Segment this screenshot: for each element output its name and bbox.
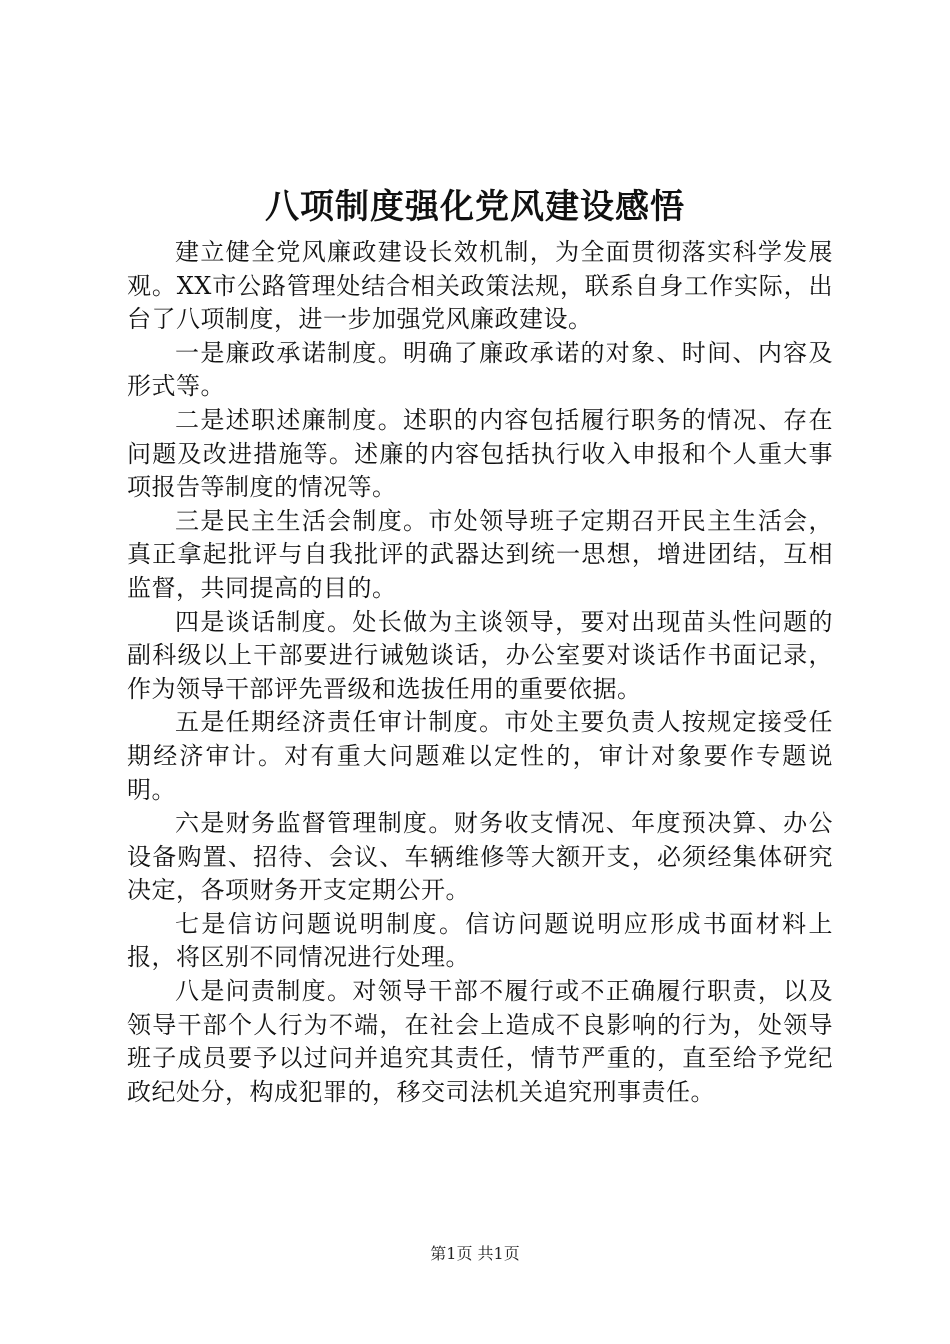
paragraph-item-4: 四是谈话制度。处长做为主谈领导，要对出现苗头性问题的副科级以上干部要进行诫勉谈话，办公室要对谈话作书面记录，作为领导干部评先晋级和选拔任用的重要依据。	[127, 607, 833, 703]
paragraph-item-8: 八是问责制度。对领导干部不履行或不正确履行职责，以及领导干部个人行为不端，在社会上造成不良影响的行为，处领导班子成员要予以过问并追究其责任，情节严重的，直至给予党纪政纪处分，构成犯罪的，移交司法机关追究刑事责任。	[127, 977, 833, 1106]
paragraph-item-5: 五是任期经济责任审计制度。市处主要负责人按规定接受任期经济审计。对有重大问题难以定性的，审计对象要作专题说明。	[127, 708, 833, 804]
page-number-footer: 第1页 共1页	[430, 1244, 520, 1263]
document-title: 八项制度强化党风建设感悟	[265, 187, 685, 227]
paragraph-item-1: 一是廉政承诺制度。明确了廉政承诺的对象、时间、内容及形式等。	[127, 338, 833, 401]
paragraph-item-7: 七是信访问题说明制度。信访问题说明应形成书面材料上报，将区别不同情况进行处理。	[127, 909, 833, 972]
paragraph-item-2: 二是述职述廉制度。述职的内容包括履行职务的情况、存在问题及改进措施等。述廉的内容包括执行收入申报和个人重大事项报告等制度的情况等。	[127, 405, 833, 502]
paragraph-intro: 建立健全党风廉政建设长效机制，为全面贯彻落实科学发展观。XX市公路管理处结合相关政策法规，联系自身工作实际，出台了八项制度，进一步加强党风廉政建设。	[127, 238, 833, 334]
paragraph-item-6: 六是财务监督管理制度。财务收支情况、年度预决算、办公设备购置、招待、会议、车辆维修等大额开支，必须经集体研究决定，各项财务开支定期公开。	[127, 809, 833, 905]
paragraph-item-3: 三是民主生活会制度。市处领导班子定期召开民主生活会，真正拿起批评与自我批评的武器达到统一思想，增进团结，互相监督，共同提高的目的。	[127, 506, 833, 602]
document-body	[127, 236, 833, 1109]
